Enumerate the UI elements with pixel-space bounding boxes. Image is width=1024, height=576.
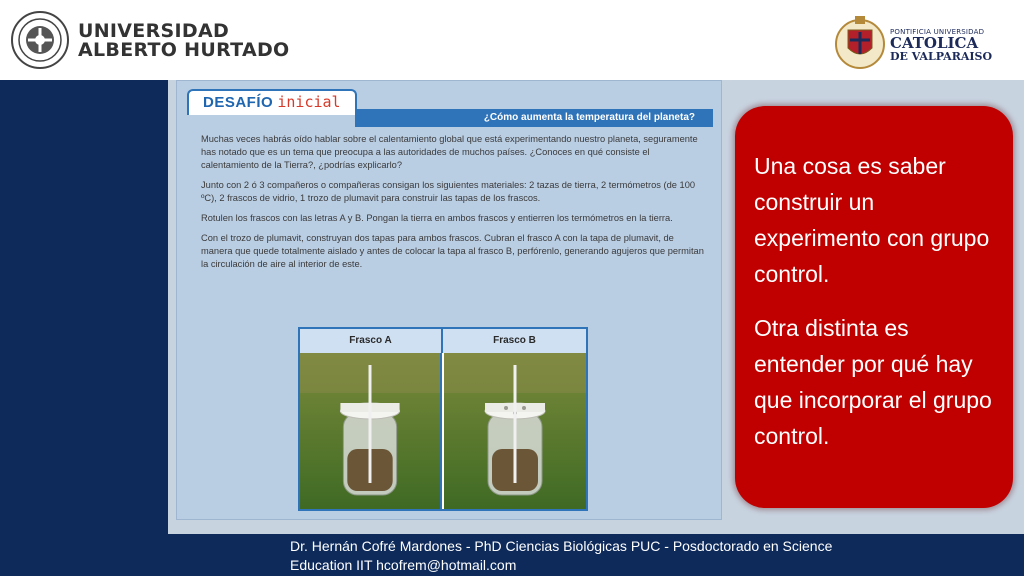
- desafio-word: DESAFÍO: [203, 94, 274, 111]
- footer-line-2: Education IIT hcofrem@hotmail.com: [290, 557, 517, 573]
- textbook-header: [187, 87, 713, 125]
- frasco-a-photo: [300, 353, 442, 509]
- callout-text: [754, 148, 999, 454]
- left-navy-band: [0, 80, 168, 576]
- desafio-tab: [187, 89, 357, 115]
- universidad-alberto-hurtado-seal-icon: [10, 10, 70, 70]
- frasco-a-header: Frasco A: [300, 329, 443, 353]
- uah-name: [78, 22, 290, 60]
- pucv-name: [890, 28, 992, 63]
- frasco-b-header: Frasco B: [443, 329, 586, 353]
- paragraph-1: Muchas veces habrás oído hablar sobre el calentamiento global que está experimentando nuestro planeta, seguramente has notado que es un tema que preocupa a las autoridades de muchos países. ¿Conoces en qué consiste el calentamiento de la Tierra?, ¿podrías explicarlo?: [201, 134, 698, 170]
- callout-paragraph-1: Una cosa es saber construir un experimento con grupo control.: [754, 153, 990, 287]
- uah-name-line2: ALBERTO HURTADO: [78, 39, 290, 61]
- header: [0, 0, 1024, 80]
- pucv-crest-icon: [834, 12, 886, 72]
- frasco-b-photo: [444, 353, 586, 509]
- callout-paragraph-2: Otra distinta es entender por qué hay que incorporar el grupo control.: [754, 315, 992, 449]
- pucv-name-line2: CATOLICA: [890, 34, 979, 52]
- pucv-name-line3: DE VALPARAISO: [890, 50, 993, 63]
- textbook-paragraphs: [201, 133, 707, 278]
- inicial-word: inicial: [277, 93, 341, 111]
- question-bar: ¿Cómo aumenta la temperatura del planeta?: [355, 109, 713, 127]
- pucv-name-line1: PONTIFICIA UNIVERSIDAD: [890, 28, 985, 36]
- footer-line-1: Dr. Hernán Cofré Mardones - PhD Ciencias Biológicas PUC - Posdoctorado en Science: [290, 538, 833, 554]
- footer-credit: [290, 537, 910, 575]
- paragraph-4: Con el trozo de plumavit, construyan dos tapas para ambos frascos. Cubran el frasco A con la tapa de plumavit, de manera que quede totalmente aislado y antes de colocar la tapa al frasco B, perfórenlo, generando agujeros que permitan la circulación de aire al interior de este.: [201, 233, 704, 269]
- textbook-page: [176, 80, 722, 520]
- uah-name-line1: UNIVERSIDAD: [78, 20, 230, 42]
- paragraph-2: Junto con 2 ó 3 compañeros o compañeras consigan los siguientes materiales: 2 tazas de tierra, 2 termómetros (de 100 ºC), 2 frascos de vidrio, 1 trozo de plumavit para construir las tapas de los frascos.: [201, 180, 696, 203]
- paragraph-3: Rotulen los frascos con las letras A y B. Pongan la tierra en ambos frascos y entierren los termómetros en la tierra.: [201, 213, 673, 223]
- frasco-table: [298, 327, 588, 511]
